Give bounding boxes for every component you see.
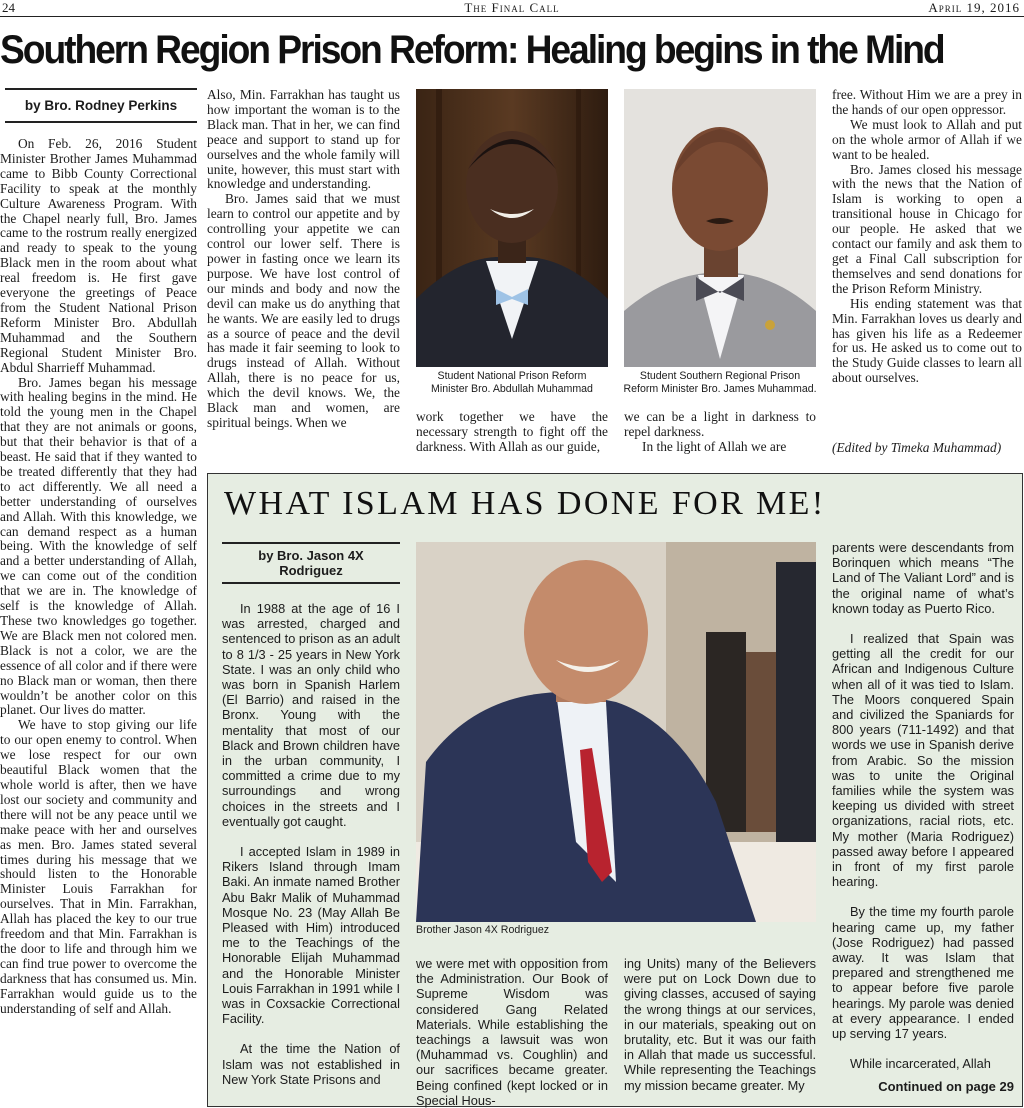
article2-column-2: [416, 956, 608, 1108]
byline-rule-bottom: [5, 121, 197, 123]
page-number: 24: [2, 0, 15, 15]
portrait-image: [416, 89, 608, 367]
photo-abdullah-muhammad: [416, 89, 608, 367]
paragraph: By the time my fourth parole hearing came up, my father (Jose Rodriguez) had passed away. It was Islam that prepared and strengthened me to appear before five parole hearings. My parole was denied at every appearance. I ended up serving 17 years.: [832, 904, 1014, 1042]
paragraph: Also, Min. Farrakhan has taught us how important the woman is to the Black man. That in her, we can find peace and support to stand up for ourselves and the whole family will unite, however, this must start with knowledge and understanding.: [207, 87, 400, 192]
byline-rule-top: [5, 88, 197, 90]
photo-jason-rodriguez: [416, 542, 816, 922]
portrait-image: [416, 542, 816, 922]
caption-abdullah: [416, 370, 608, 396]
publication-date: April 19, 2016: [928, 0, 1020, 15]
paragraph: Bro. James began his message with healing begins in the mind. He told the young men in the Chapel that they are not animals or goons, but that their behavior is that of a beast. He said that if they wanted to be treated differently that they had to act differently. We all need a better understanding of ourselves and Allah. With this knowledge, we can demand respect as a human being. With the knowledge of self and a better understanding of Allah, we can come out of the condition that we are in. The knowledge of self is the knowledge of Allah. These two knowledges go together. We are Black men not colored men. Black is not a color, we are the essence of all color and if there were no Black man or woman, then there wouldn’t be another color on this planet. Our lives do matter.: [0, 374, 197, 718]
byline-rodriguez: [222, 548, 400, 578]
paragraph: In 1988 at the age of 16 I was arrested, charged and sentenced to prison as an adult to 8 1/3 - 25 years in New York State. I was an only child who was born in Spanish Harlem (El Barrio) and raised in the Bronx. Young with the mentality that most of our Black and Brown children have in the urban community, I committed a crime due to my surroundings and wrong choices in the streets and I eventually got caught.: [222, 601, 400, 829]
article1-column-5: [832, 88, 1022, 430]
headline: Southern Region Prison Reform: Healing begins in the Mind: [0, 28, 944, 72]
paragraph: At the time the Nation of Islam was not established in New York State Prisons and: [222, 1041, 400, 1087]
paragraph: we were met with opposition from the Administration. Our Book of Supreme Wisdom was considered Gang Related Materials. While establishing the teachings a lawsuit was won (Muhammad vs. Coughlin) and our sacrifices became greater. Being confined (kept locked or in Special Hous-: [416, 956, 608, 1108]
paragraph: We have to stop giving our life to our open enemy to control. When we lose respect for our own beautiful Black women that the whole world is after, then we have lost our society and community and there will not be any peace until we make peace with her and ourselves as men. Bro. James stated several times during his message that we should listen to the Honorable Minister Louis Farrakhan for ourselves. That in Min. Farrakhan, Allah has placed the key to our true freedom and that Min. Farrakhan is the door to life and through him we can find true power to overcome the darkness that has consumed us. Min. Farrakhan would guide us to the understanding of self and Allah.: [0, 717, 197, 1016]
byline-rule-bottom: [222, 582, 400, 584]
continued-jump-link[interactable]: Continued on page 29: [878, 1079, 1014, 1094]
paragraph: Bro. James said that we must learn to control our appetite and by controlling your appetite we can control our lower self. There is power in fasting once we learn its purpose. We have lost control of our minds and body and now the devil can make us do anything that he wants. We are easily led to drugs as a source of peace and the devil has made it fair seeming to look to drugs instead of Allah. Without Allah, there is no peace for us, which the devil knows. We, the Black man and women, are spiritual beings. When we: [207, 191, 400, 430]
paragraph: ing Units) many of the Believers were put on Lock Down due to giving classes, accused of saying the wrong things at our services, in our materials, speaking out on brutality, etc. But it was our faith in Allah that made us successful. While representing the Teachings my mission became greater. My: [624, 956, 816, 1093]
paragraph: I accepted Islam in 1989 in Rikers Island through Imam Baki. An inmate named Brother Abu Bakr Malik of Muhammad Mosque No. 23 (May Allah Be Pleased with Him) introduced me to the Teachings of the Honorable Elijah Muhammad and the Honorable Minister Louis Farrakhan in 1991 while I was in Coxsackie Correctional Facility.: [222, 844, 400, 1027]
caption-line: Student National Prison Reform: [437, 370, 587, 382]
article1-column-2: [207, 88, 400, 463]
byline-line: Rodriguez: [279, 563, 343, 578]
paper-name: The Final Call: [464, 0, 560, 15]
box-headline: WHAT ISLAM HAS DONE FOR ME!: [224, 485, 826, 522]
article2-column-4: [832, 540, 1014, 1078]
byline-line: by Bro. Jason 4X: [258, 548, 364, 563]
paragraph: Bro. James closed his message with the news that the Nation of Islam is working to open a transitional house in Chicago for our people. He asked that we contact our family and ask them to get a Final Call subscription for themselves and send donations for the Prison Reform Ministry.: [832, 161, 1022, 296]
photo-james-muhammad: [624, 89, 816, 367]
paragraph: we can be a light in darkness to repel darkness.: [624, 409, 816, 439]
paragraph: While incarcerated, Allah: [850, 1056, 991, 1072]
byline-perkins: by Bro. Rodney Perkins: [24, 98, 178, 113]
paragraph: In the light of Allah we are: [642, 438, 787, 454]
folio-bar: [0, 0, 1024, 17]
paragraph: We must look to Allah and put on the whole armor of Allah if we want to be healed.: [832, 116, 1022, 162]
caption-james: [618, 370, 822, 396]
article2-column-1: [222, 601, 400, 1091]
caption-line: Reform Minister Bro. James Muhammad.: [623, 383, 817, 395]
caption-line: Minister Bro. Abdullah Muhammad: [431, 383, 593, 395]
paragraph: free. Without Him we are a prey in the hands of our open oppressor.: [832, 87, 1022, 117]
article1-column-1: [0, 137, 197, 1107]
paragraph: His ending statement was that Min. Farrakhan loves us dearly and has given his life as a Redeemer for us. He asked us to come out to the Study Guide classes to learn all about ourselves.: [832, 295, 1022, 386]
article2-column-3: [624, 956, 816, 1096]
paragraph: I realized that Spain was getting all the credit for our African and Indigenous Culture when all of it was tied to Islam. The Moors conquered Spain and civilized the Spaniards for 800 years (711-1492) and that words we use in Spanish derive from Arabic. So the mission was to unite the Original families while the system was keeping us divided with street organizations, racial riots, etc. My mother (Maria Rodriguez) passed away before I appeared in front of my first parole hearing.: [832, 631, 1014, 890]
byline-rule-top: [222, 542, 400, 544]
portrait-image: [624, 89, 816, 367]
article1-column-3: [416, 410, 608, 462]
paragraph: parents were descendants from Borinquen which means “The Land of The Valiant Lord” and is the original name of what’s known today as Puerto Rico.: [832, 540, 1014, 616]
photo-caption-jason: Brother Jason 4X Rodriguez: [416, 924, 550, 936]
paragraph: On Feb. 26, 2016 Student Minister Brother James Muhammad came to Bibb County Correctional Facility to speak at the monthly Culture Awareness Program. With the Chapel nearly full, Bro. James came to the rostrum really energized and ready to speak to the young Black men in the room about what real freedom is. He first gave everyone the greetings of Peace from the Student National Prison Reform Minister Bro. Abdullah Muhammad and the Southern Regional Student Minister Bro. Abdul Sharrieff Muhammad.: [0, 136, 197, 375]
editor-credit: (Edited by Timeka Muhammad): [832, 440, 1002, 455]
caption-line: Student Southern Regional Prison: [639, 370, 801, 382]
paragraph: work together we have the necessary strength to fight off the darkness. With Allah as our guide,: [416, 409, 608, 454]
article1-column-4: [624, 410, 816, 462]
